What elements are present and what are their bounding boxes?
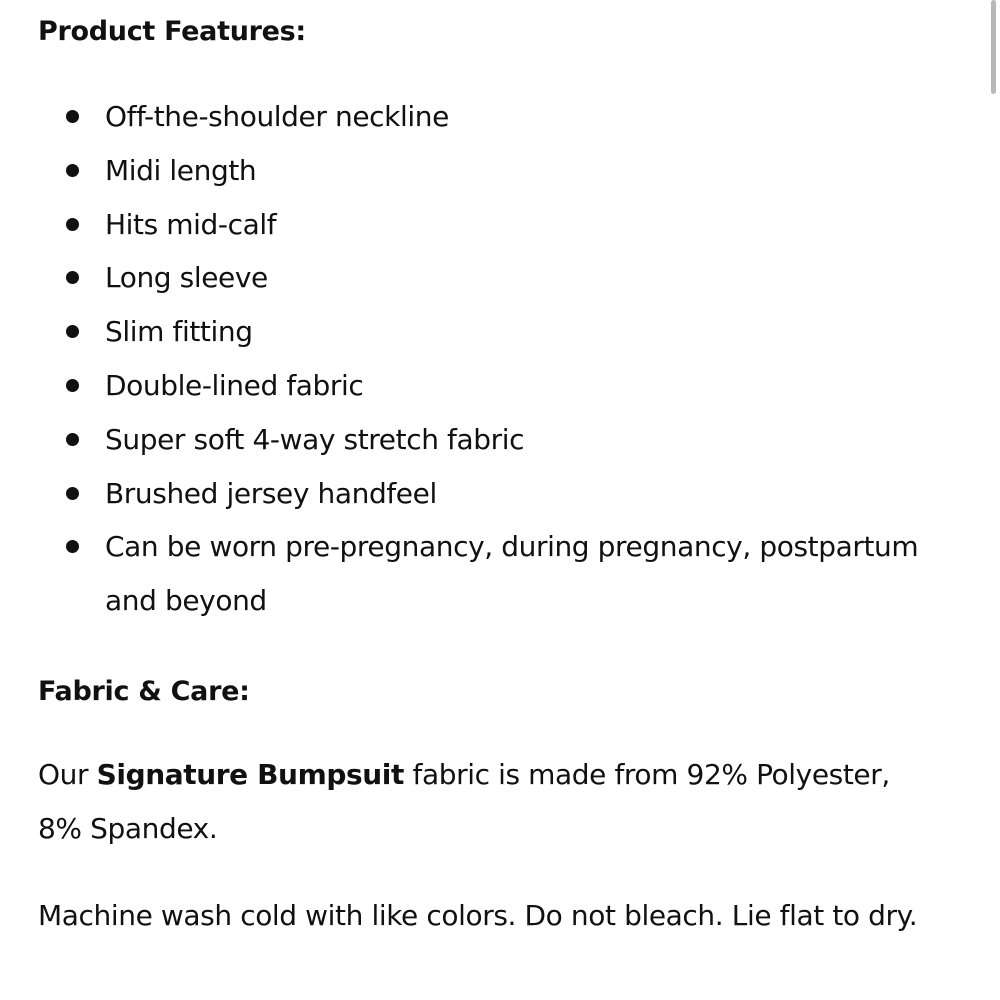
bullet-icon (66, 487, 79, 500)
composition-suffix: fabric is made from 92% Polyester, 8% Spandex. (38, 758, 890, 845)
feature-item (38, 413, 958, 467)
feature-text: Long sleeve (105, 261, 268, 295)
bullet-icon (66, 325, 79, 338)
feature-text: Off-the-shoulder neckline (105, 100, 449, 133)
bullet-icon (66, 110, 79, 123)
fabric-care-heading: Fabric & Care: (38, 676, 250, 707)
feature-item (38, 90, 958, 144)
feature-item (38, 520, 958, 628)
care-instructions-text: Machine wash cold with like colors. Do not bleach. Lie flat to dry. (38, 899, 918, 932)
feature-item (38, 198, 958, 252)
feature-item (38, 251, 958, 305)
feature-text: Super soft 4-way stretch fabric (105, 422, 525, 456)
feature-item (38, 467, 958, 521)
bullet-icon (66, 433, 79, 446)
vertical-scrollbar[interactable] (991, 0, 996, 94)
product-features-list (38, 90, 958, 628)
fabric-name: Signature Bumpsuit (96, 758, 404, 791)
feature-item (38, 144, 958, 198)
product-features-heading: Product Features: (38, 16, 306, 47)
feature-text: Brushed jersey handfeel (105, 476, 437, 510)
feature-text: Hits mid-calf (105, 207, 277, 241)
feature-item (38, 305, 958, 359)
bullet-icon (66, 540, 79, 553)
bullet-icon (66, 271, 79, 284)
feature-text: Can be worn pre-pregnancy, during pregnancy, postpartum and beyond (105, 530, 919, 618)
bullet-icon (66, 379, 79, 392)
fabric-composition-text (38, 748, 938, 856)
composition-prefix: Our (38, 758, 97, 791)
feature-text: Midi length (105, 153, 257, 187)
feature-text: Slim fitting (105, 315, 253, 349)
feature-text: Double-lined fabric (105, 368, 364, 402)
feature-item (38, 359, 958, 413)
bullet-icon (66, 164, 79, 177)
bullet-icon (66, 218, 79, 231)
